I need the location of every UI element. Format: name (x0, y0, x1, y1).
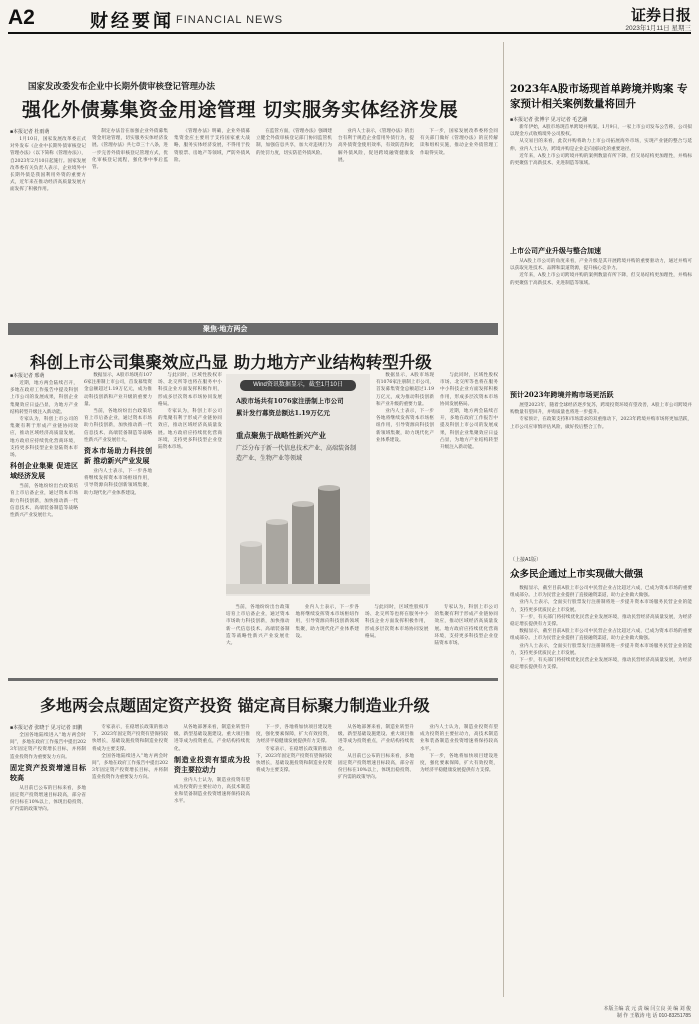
middle-story-paragraph: 数据显示，A股市场现有1076家注册制上市公司，首发募集资金总额超过1.19万亿元，成为推动科技创新和产业升级的重要力量。 (376, 373, 434, 407)
middle-story-paragraph: 专家认为，科创上市公司的集聚有利于形成产业链协同效应，推动区域经济高质量发展。地方政府应持续优化营商环境，支持更多科技型企业登陆资本市场。 (10, 417, 78, 459)
page-footer (603, 1006, 691, 1020)
bottom-story-paragraph: 专家表示，在稳增长政策的推动下，2023年固定资产投资有望保持较快增长，基础设施投资和制造业投资将成为主要支撑。 (256, 746, 332, 774)
bottom-story-paragraph: 下一步，各地将加快项目建设进度，强化要素保障，扩大有效投资，为经济平稳健康发展提供有力支撑。 (420, 753, 498, 774)
bottom-story-byline: ■本报记者 张晓于 见习记者 田鹏 (10, 725, 83, 731)
second-story-paragraph: 业内人士表示，全面实行股票发行注册制将进一步提升资本市场服务民营企业的能力，支持更多优质民企上市发展。 (510, 600, 692, 613)
paper-logo: 证券日报 (630, 6, 691, 24)
top-story-paragraph: 下一步，国家发展改革委将会同有关部门做好《管理办法》的宣传解读和组织实施，推动企业外债管理工作取得实效。 (420, 129, 498, 156)
info-graphic-line: A股市场共有1076家注册制上市公司 (236, 397, 344, 405)
middle-story-byline: ■本报记者 邢萌 (10, 373, 45, 379)
middle-story-paragraph: 与此同时，区域性股权市场、北交所等也将在服务中小科技企业方面发挥积极作用，形成多层次资本市场协同发展格局。 (365, 605, 429, 639)
masthead (8, 4, 691, 34)
top-story-column (420, 128, 498, 318)
middle-story-paragraph: 数据显示，A股市场现有1076家注册制上市公司，首发募集资金总额超过1.19万亿元，成为推动科技创新和产业升级的重要力量。 (84, 373, 152, 407)
right-story (510, 40, 692, 1004)
right-story-paragraph: 近年来，A股上市公司跨境并购的案例数量有所下降，但交易结构更加理性，并购标的更聚焦于高新技术、先进制造等领域。 (510, 273, 692, 286)
second-story-paragraph: 下一步，有关部门将持续优化民营企业发展环境，推动民营经济高质量发展，为经济稳定增长提供有力支撑。 (510, 658, 692, 671)
second-story-paragraph: 业内人士表示，全面实行股票发行注册制将进一步提升资本市场服务民营企业的能力，支持更多优质民企上市发展。 (510, 643, 692, 656)
middle-story-column (158, 372, 222, 662)
middle-story-column (376, 372, 434, 602)
second-story-paragraph: 数据显示，截至目前A股上市公司中民营企业占比超过六成，已成为资本市场的重要组成部分。上市为民营企业提供了直接融资渠道，助力企业做大做强。 (510, 629, 692, 642)
info-graphic-line: 累计发行募资总额达1.19万亿元 (236, 409, 330, 417)
right-story-paragraph: 专家预计，在政策支持和市场需求的双重推动下，2023年跨境并购市场将更加活跃，上市公司应审慎评估风险，做好投后整合工作。 (510, 417, 692, 430)
bottom-story-column (420, 724, 498, 996)
middle-story-column (84, 372, 152, 662)
top-story-column (10, 128, 86, 318)
column-divider (503, 42, 504, 997)
info-graphic-title: Wind资讯数据显示，截至1月10日 (240, 380, 356, 391)
second-story-paragraph: 下一步，有关部门将持续优化民营企业发展环境，推动民营经济高质量发展，为经济稳定增长提供有力支撑。 (510, 614, 692, 628)
top-story-kicker: 国家发改委发布企业中长期外债审核登记管理办法 (28, 82, 216, 92)
middle-story-paragraph: 近期，地方两会陆续召开，多地在政府工作报告中提及科创上市公司的发展成果，科创企业集聚效应日益凸显，为地方产业结构转型升级注入新动能。 (10, 381, 78, 415)
bottom-story-column (338, 724, 414, 996)
top-story-paragraph: 《管理办法》明确，企业外债募集资金应主要用于支持国家重大战略，服务实体经济发展，不得用于投资股票、房地产等领域，严防外债风险。 (174, 129, 250, 163)
middle-story-headline: 科创上市公司集聚效应凸显 助力地方产业结构转型升级 (30, 353, 432, 372)
middle-story-paragraph: 与此同时，区域性股权市场、北交所等也将在服务中小科技企业方面发挥积极作用，形成多层次资本市场协同发展格局。 (440, 373, 498, 407)
right-story-paragraph: 新年伊始，A股市场现首单跨境并购案。1月9日，一家上市公司发布公告称，公司拟以现金方式收购境外公司股权。 (510, 125, 692, 138)
bottom-story-subhead: 制造业投资有望成为投资主要拉动力 (174, 754, 250, 774)
middle-story-column (10, 372, 78, 662)
top-story-paragraph: 业内人士表示，《管理办法》的出台有利于规范企业借用外债行为，提高外债资金使用效率，有效防范和化解外债风险，促进跨境融资健康发展。 (338, 129, 414, 163)
second-story-paragraph: 数据显示，截至目前A股上市公司中民营企业占比超过六成，已成为资本市场的重要组成部分。上市为民营企业提供了直接融资渠道，助力企业做大做强。 (510, 586, 692, 599)
bottom-story-paragraph: 全国各地陆续进入“地方两会时间”，多地在政府工作报告中提出2023年固定资产投资增长目标，并将制造业投资作为重要发力方向。 (92, 753, 168, 781)
info-graphic-tags: 广泛分布于新一代信息技术产业、高端装备制造产业、生物产业等领域 (236, 445, 357, 462)
top-story-column (338, 128, 414, 318)
top-story-paragraph: 在监管方面，《管理办法》强调建立健全外债审核登记部门协同监管机制，加强信息共享，加大对违规行为的处罚力度，切实防范外债风险。 (256, 129, 332, 156)
section-band (8, 323, 498, 335)
second-story-headline: 众多民企通过上市实现做大做强 (510, 569, 644, 580)
bottom-story-headline: 多地两会点题固定资产投资 锚定高目标聚力制造业升级 (40, 696, 430, 715)
info-graphic (226, 374, 370, 596)
right-story-body (510, 258, 692, 388)
top-story-byline: ■本报记者 杜雨萌 (10, 129, 50, 135)
section-title: 财经要闻 (90, 11, 174, 32)
middle-story-paragraph: 业内人士表示，下一步各地将继续发挥资本市场枢纽作用，引导资源向科技创新领域集聚，助力现代化产业体系建设。 (376, 409, 434, 443)
bottom-story-paragraph: 专家表示，在稳增长政策的推动下，2023年固定资产投资有望保持较快增长，基础设施投资和制造业投资将成为主要支撑。 (92, 725, 168, 752)
middle-story-column (440, 372, 498, 602)
bottom-story-column (10, 724, 86, 996)
right-story-paragraph: 从交易目的来看，此次并购将助力上市公司拓展海外市场，实现产业链的整合与延伸。业内人士认为，跨境并购是企业走向国际化的重要途径。 (510, 139, 692, 152)
middle-story-paragraph: 业内人士表示，下一步各地将继续发挥资本市场枢纽作用，引导资源向科技创新领域集聚，助力现代化产业体系建设。 (295, 605, 359, 639)
bottom-story-paragraph: 从各地部署来看，制造业转型升级、新型基础设施建设、重大项目推进等成为投资重点，产业结构持续优化。 (338, 725, 414, 752)
coin-stack-illustration (226, 484, 370, 594)
top-story-headline: 强化外债募集资金用途管理 切实服务实体经济发展 (22, 99, 459, 121)
bottom-story-column (92, 724, 168, 996)
top-story-paragraph: 1月10日，国家发展改革委正式对外发布《企业中长期外债审核登记管理办法》（以下简称《管理办法》），自2023年2月10日起施行。国家发展改革委有关负责人表示，企业境外中长期外债是我国利用外资的重要方式，近年来在推动经济高质量发展方面发挥了积极作用。 (10, 137, 86, 193)
right-story-paragraph: 从A股上市公司的角度来看，产业升级是其开展跨境并购的重要驱动力，通过并购可以获取先进技术、品牌和渠道资源，提升核心竞争力。 (510, 259, 692, 272)
top-story-column (92, 128, 168, 318)
bottom-story-paragraph: 业内人士认为，制造业投资有望成为投资的主要拉动力，高技术制造业和装备制造业投资增速将保持较高水平。 (420, 725, 498, 752)
middle-story-subhead: 科创企业集聚 促进区域经济发展 (10, 461, 78, 481)
bottom-story-paragraph: 从各地部署来看，制造业转型升级、新型基础设施建设、重大项目推进等成为投资重点，产业结构持续优化。 (174, 725, 250, 752)
section-rule (8, 678, 498, 681)
right-story-body (510, 402, 692, 552)
middle-story-paragraph: 专家认为，科创上市公司的集聚有利于形成产业链协同效应，推动区域经济高质量发展。地方政府应持续优化营商环境，支持更多科技型企业登陆资本市场。 (158, 409, 222, 451)
right-story-subhead: 上市公司产业升级与整合加速 (510, 246, 601, 255)
middle-story-paragraph: 当前，各地纷纷出台政策培育上市后备企业，通过资本市场助力科技创新，加快推动新一代信息技术、高端装备制造等战略性新兴产业发展壮大。 (10, 484, 78, 519)
continued-tag: （上接A1版） (510, 557, 542, 563)
right-story-paragraph: 展望2023年，随着全球经济逐步复苏，跨境投资环境有望改善，A股上市公司跨境并购数量有望回升，并购质量也将进一步提升。 (510, 403, 692, 416)
right-story-body (510, 124, 692, 244)
middle-story-lower-text (226, 604, 498, 670)
right-story-subhead: 预计2023年跨境并购市场更活跃 (510, 390, 614, 399)
middle-story-paragraph: 近期，地方两会陆续召开，多地在政府工作报告中提及科创上市公司的发展成果，科创企业集聚效应日益凸显，为地方产业结构转型升级注入新动能。 (440, 409, 498, 451)
bottom-story-paragraph: 全国各地陆续进入“地方两会时间”，多地在政府工作报告中提出2023年固定资产投资增长目标，并将制造业投资作为重要发力方向。 (10, 733, 86, 760)
footer-editors: 本版主编 袁 元 责 编 闫立良 美 编 刘 俊 (603, 1006, 691, 1012)
info-graphic-highlight: 重点聚焦于战略性新兴产业 (236, 431, 326, 440)
bottom-story-paragraph: 从目前已公布的目标来看，多地固定资产投资增速目标较高，部分省份目标在10%以上，体现出稳投资、扩内需的政策导向。 (338, 753, 414, 781)
section-title-en: FINANCIAL NEWS (176, 14, 284, 26)
footer-contact: 制 作 王敬涛 电 话 010-83251785 (616, 1013, 691, 1019)
bottom-story-column (174, 724, 250, 996)
bottom-story-paragraph: 业内人士认为，制造业投资有望成为投资的主要拉动力，高技术制造业和装备制造业投资增速将保持较高水平。 (174, 777, 250, 805)
middle-story-paragraph: 当前，各地纷纷出台政策培育上市后备企业，通过资本市场助力科技创新，加快推动新一代信息技术、高端装备制造等战略性新兴产业发展壮大。 (84, 409, 152, 443)
bottom-story-paragraph: 从目前已公布的目标来看，多地固定资产投资增速目标较高，部分省份目标在10%以上，体现出稳投资、扩内需的政策导向。 (10, 785, 86, 813)
top-story-paragraph: 制定办法旨在加强企业外债募集资金用途管理，切实服务实体经济发展。《管理办法》共七章三十八条，进一步完善外债审核登记管理方式，优化审核登记流程，强化事中事后监管。 (92, 129, 168, 171)
bottom-story-subhead: 固定资产投资增速目标较高 (10, 762, 86, 782)
right-story-byline: ■本报记者 张博宇 见习记者 毛艺融 (510, 117, 588, 123)
right-story-headline: 2023年A股市场现首单跨境并购案 专家预计相关案例数量将回升 (510, 83, 688, 110)
bottom-story-column (256, 724, 332, 996)
section-band-label: 聚焦·地方两会 (203, 324, 248, 333)
issue-date: 2023年1月11日 星期三 (625, 25, 691, 32)
right-story-paragraph: 近年来，A股上市公司跨境并购的案例数量有所下降，但交易结构更加理性，并购标的更聚焦于高新技术、先进制造等领域。 (510, 153, 692, 167)
middle-story-subhead: 资本市场助力科技创新 推动新兴产业发展 (84, 446, 152, 466)
middle-story-paragraph: 业内人士表示，下一步各地将继续发挥资本市场枢纽作用，引导资源向科技创新领域集聚，助力现代化产业体系建设。 (84, 469, 152, 496)
page-number: A2 (8, 6, 35, 29)
top-story-column (256, 128, 332, 318)
middle-story-paragraph: 专家认为，科创上市公司的集聚有利于形成产业链协同效应，推动区域经济高质量发展。地方政府应持续优化营商环境，支持更多科技型企业登陆资本市场。 (434, 605, 498, 647)
top-story-column (174, 128, 250, 318)
middle-story-paragraph: 与此同时，区域性股权市场、北交所等也将在服务中小科技企业方面发挥积极作用，形成多层次资本市场协同发展格局。 (158, 373, 222, 407)
middle-story-paragraph: 当前，各地纷纷出台政策培育上市后备企业，通过资本市场助力科技创新，加快推动新一代信息技术、高端装备制造等战略性新兴产业发展壮大。 (226, 605, 290, 647)
bottom-story-paragraph: 下一步，各地将加快项目建设进度，强化要素保障，扩大有效投资，为经济平稳健康发展提供有力支撑。 (256, 725, 332, 745)
second-story-body (510, 585, 692, 915)
